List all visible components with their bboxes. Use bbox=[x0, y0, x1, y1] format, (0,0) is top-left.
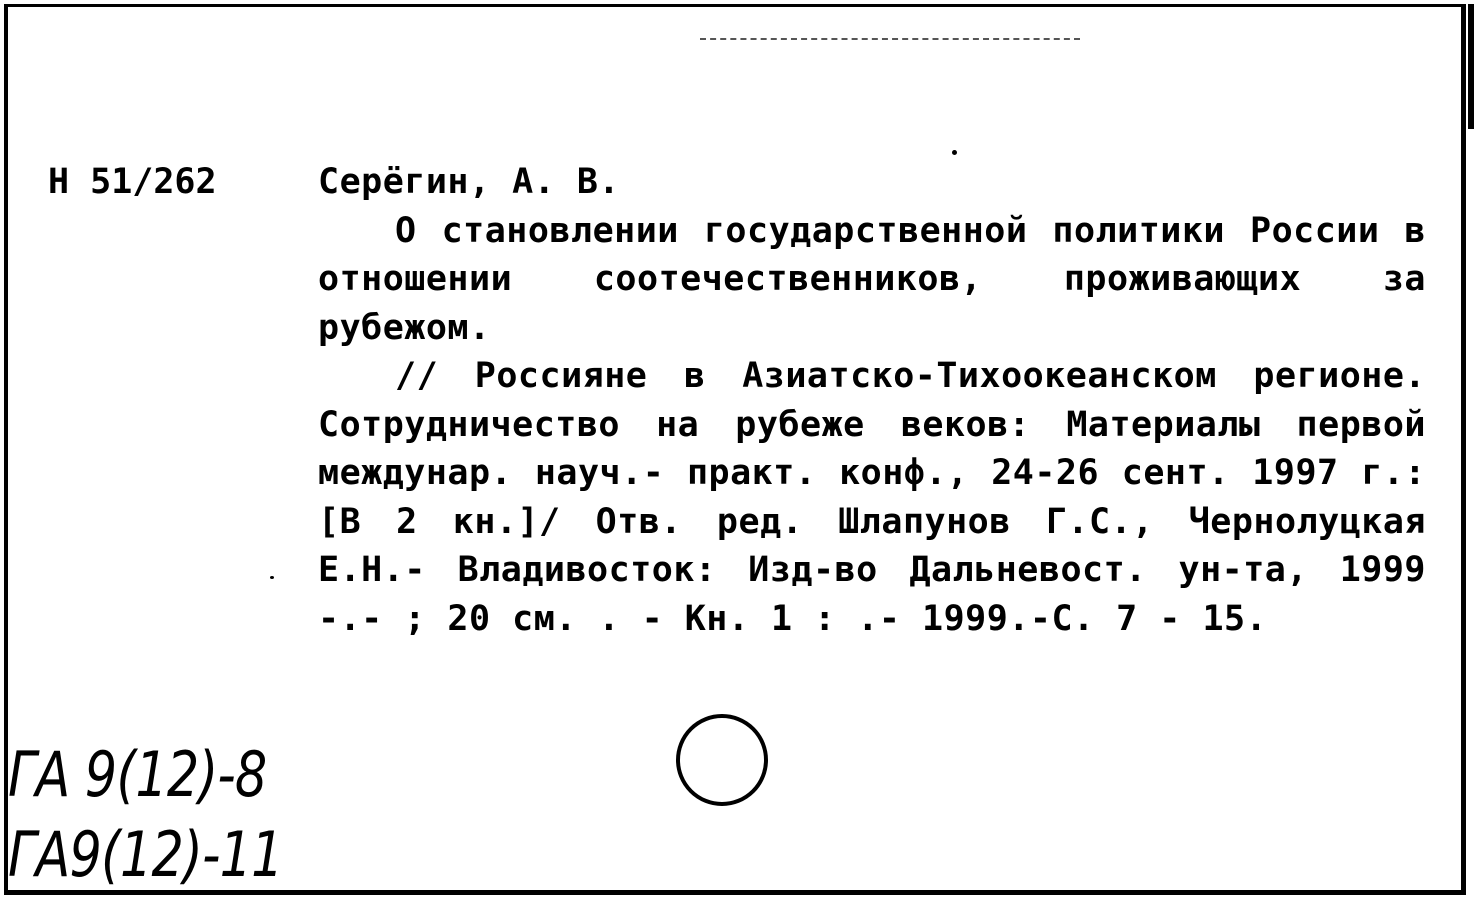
bibliographic-entry bbox=[318, 158, 1426, 643]
handwritten-classification-2: ГА9(12)-11 bbox=[8, 818, 283, 891]
shelf-mark: Н 51/262 bbox=[48, 162, 217, 202]
handwritten-classification-1: ГА 9(12)-8 bbox=[8, 738, 267, 811]
source-description: // Россияне в Азиатско-Тихоокеанском регионе. Сотрудничество на рубеже веков: Материалы первой междунар. науч.- практ. конф., 24-26 сент. 1997 г.: [В 2 кн.]/ Отв. ред. Шлапунов Г.С., Чернолуцкая Е.Н.- Владивосток: Изд-во Дальневост. ун-та, 1999 -.- ; 20 см. . - Кн. 1 : .- 1999.-С. 7 - 15. bbox=[318, 356, 1426, 639]
author: Серёгин, А. В. bbox=[318, 162, 621, 202]
punch-hole bbox=[676, 714, 768, 806]
ink-speck bbox=[952, 150, 957, 155]
ink-speck bbox=[270, 576, 274, 579]
work-title: О становлении государственной политики России в отношении соотечественников, проживающих за рубежом. bbox=[318, 210, 1426, 348]
top-dashed-line bbox=[700, 38, 1080, 44]
card-edge-mark bbox=[1468, 4, 1474, 129]
